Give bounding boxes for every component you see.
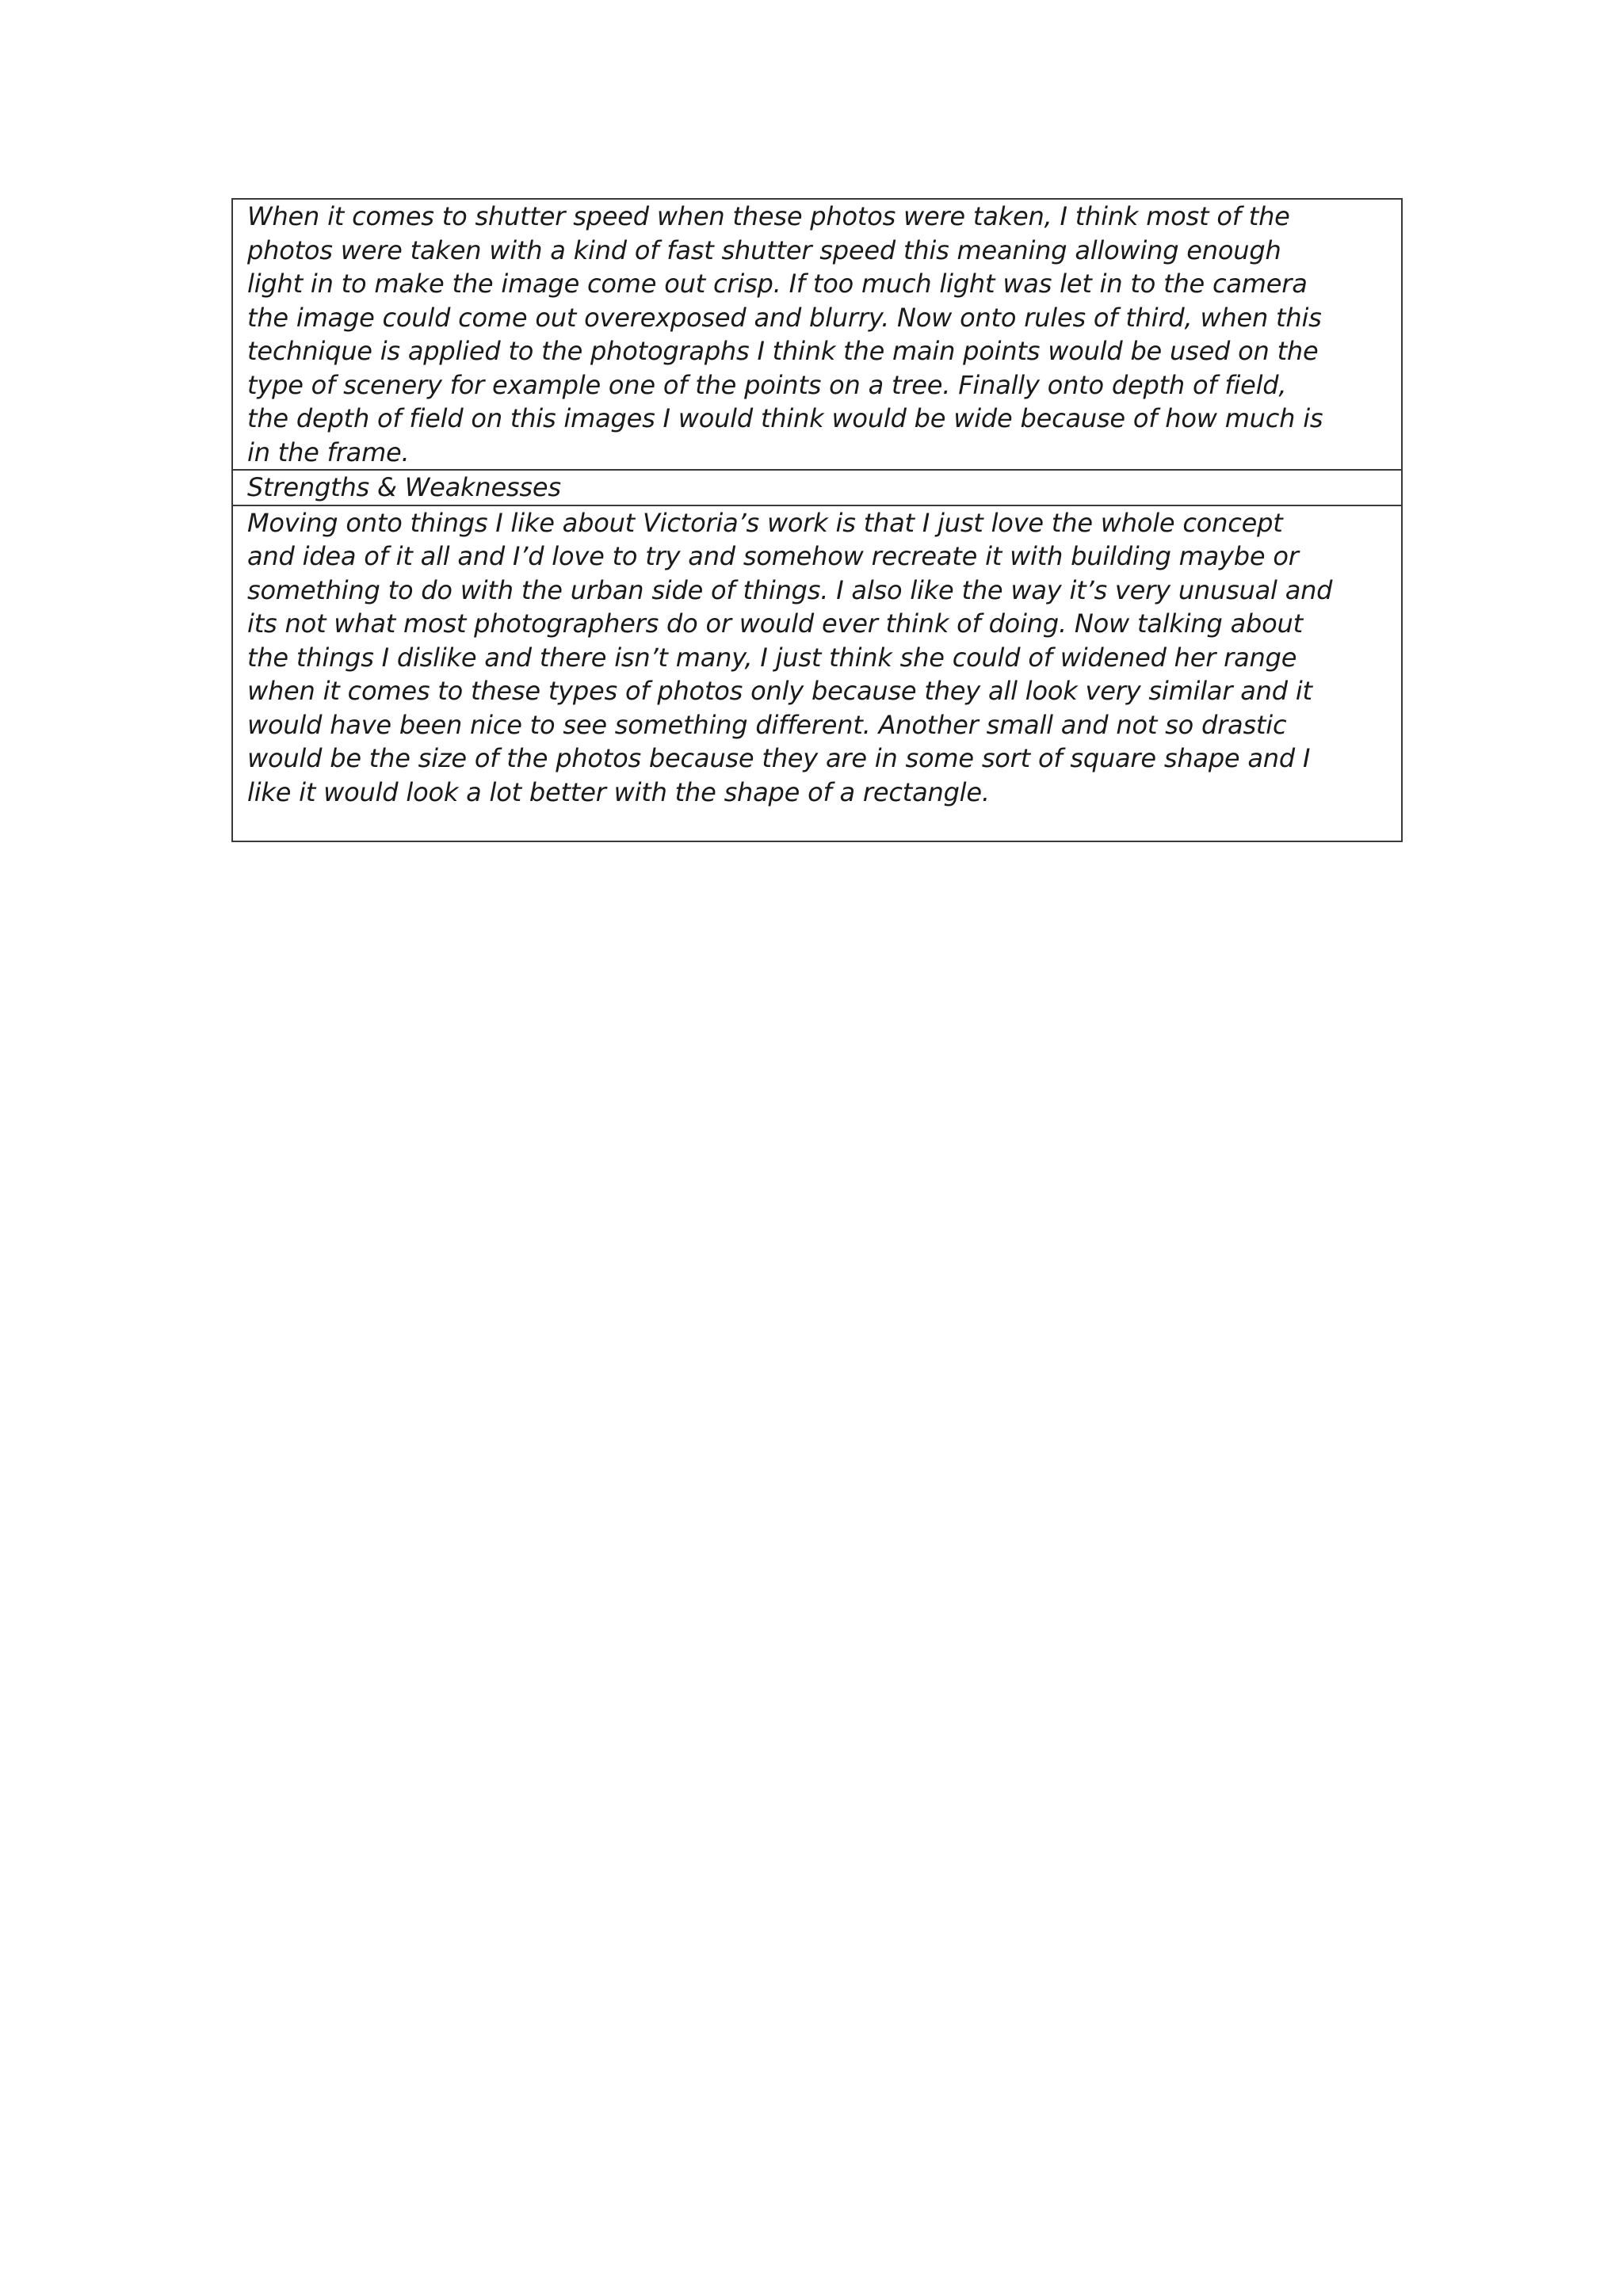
- paragraph-line: type of scenery for example one of the points on a tree. Finally onto depth of field,: [247, 369, 1287, 400]
- paragraph-line: photos were taken with a kind of fast shutter speed this meaning allowing enough: [247, 235, 1281, 265]
- paragraph-line: like it would look a lot better with the shape of a rectangle.: [247, 776, 990, 807]
- paragraph-line: technique is applied to the photographs I think the main points would be used on the: [247, 336, 1319, 366]
- table-row-technical-analysis: [232, 199, 1402, 470]
- paragraph-line: and idea of it all and I’d love to try and somehow recreate it with building maybe or: [247, 541, 1299, 571]
- text-table: [231, 198, 1403, 842]
- paragraph-line: the image could come out overexposed and blurry. Now onto rules of third, when this: [247, 302, 1322, 333]
- paragraph-line: Moving onto things I like about Victoria’s work is that I just love the whole concept: [247, 507, 1283, 538]
- technical-analysis-cell: [232, 199, 1402, 470]
- table-row-strengths-weaknesses: [232, 505, 1402, 841]
- paragraph-line: the depth of field on this images I would think would be wide because of how much is: [247, 403, 1323, 433]
- paragraph-line: would be the size of the photos because they are in some sort of square shape and I: [247, 743, 1311, 773]
- paragraph-line: would have been nice to see something different. Another small and not so drastic: [247, 709, 1287, 740]
- section-heading-cell: [232, 470, 1402, 505]
- paragraph-line: when it comes to these types of photos only because they all look very similar and it: [247, 676, 1312, 706]
- paragraph-line: the things I dislike and there isn’t many, I just think she could of widened her range: [247, 642, 1297, 673]
- table-row-heading: [232, 470, 1402, 505]
- paragraph-line: its not what most photographers do or would ever think of doing. Now talking about: [247, 608, 1303, 639]
- paragraph-line: light in to make the image come out crisp. If too much light was let in to the camera: [247, 269, 1308, 299]
- section-heading: Strengths & Weaknesses: [247, 472, 561, 502]
- paragraph-line: When it comes to shutter speed when these photos were taken, I think most of the: [247, 201, 1290, 231]
- strengths-weaknesses-cell: [232, 505, 1402, 841]
- paragraph-line: in the frame.: [247, 437, 410, 467]
- paragraph-line: something to do with the urban side of things. I also like the way it’s very unusual and: [247, 574, 1333, 605]
